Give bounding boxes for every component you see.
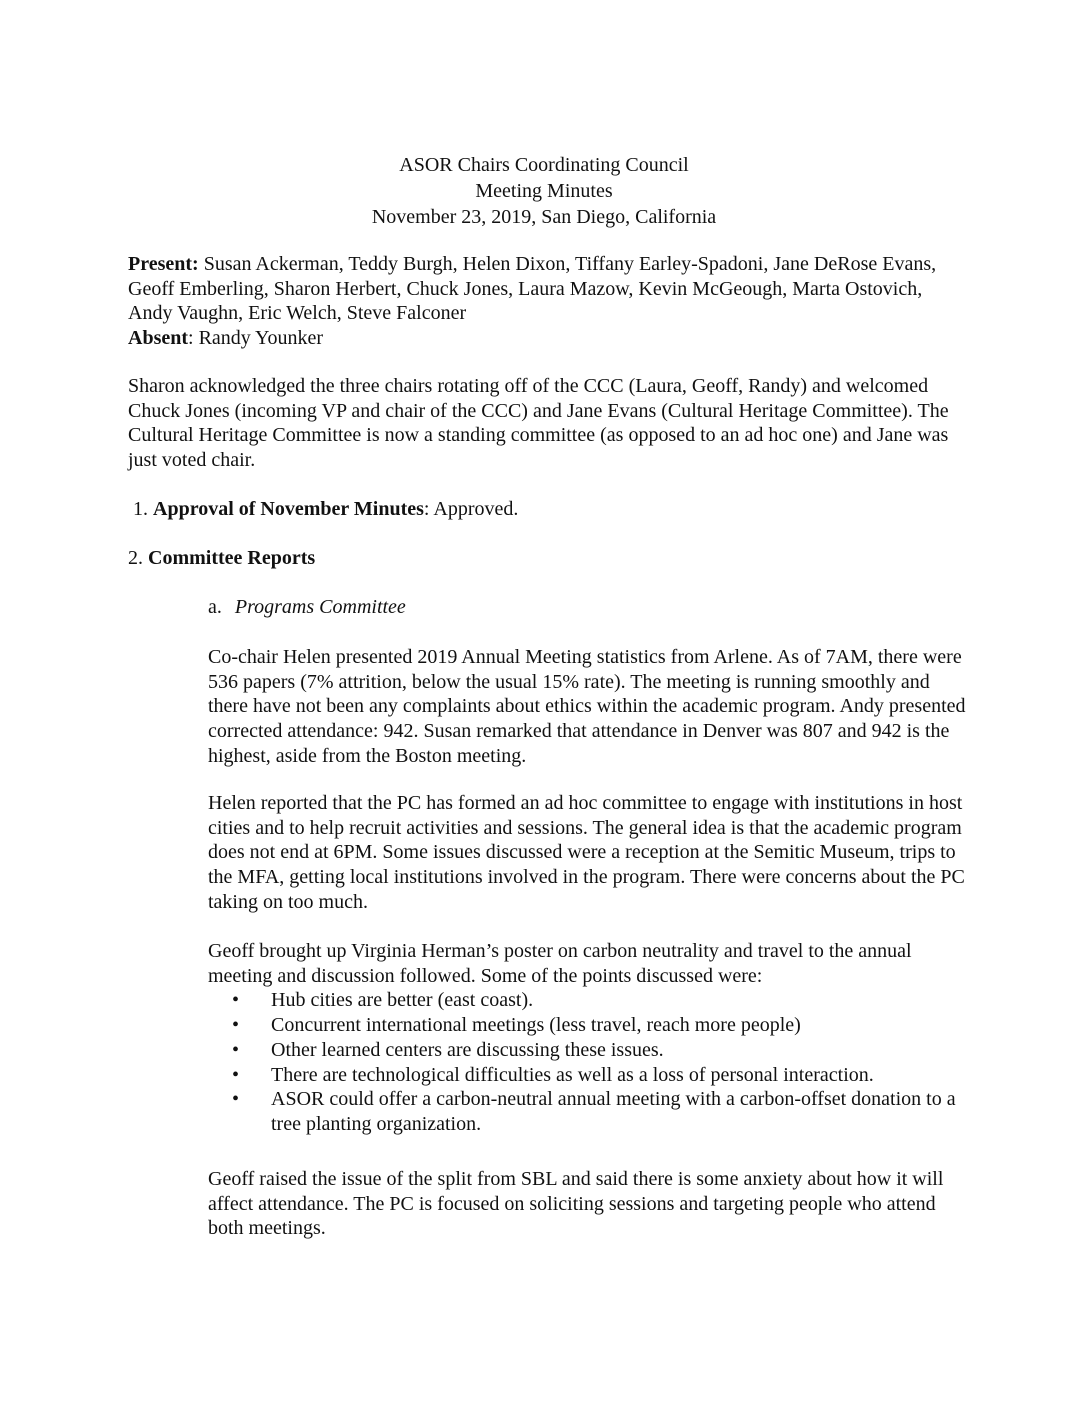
agenda-item-1 bbox=[128, 497, 968, 522]
list-item: • There are technological difficulties as well as a loss of personal interaction. bbox=[232, 1063, 874, 1086]
list-item: • Concurrent international meetings (less travel, reach more people) bbox=[232, 1014, 801, 1037]
absent-line bbox=[128, 326, 968, 351]
agenda-item-2 bbox=[128, 546, 968, 571]
list-item: • Other learned centers are discussing these issues. bbox=[232, 1038, 664, 1061]
present-line bbox=[128, 252, 968, 326]
paragraph-text: Geoff brought up Virginia Herman’s poster on carbon neutrality and travel to the annual meeting and discussion followed. Some of the points discussed were: bbox=[208, 940, 912, 987]
list-item: • ASOR could offer a carbon-neutral annual meeting with a carbon-offset donation to a tree planting organization. bbox=[232, 1088, 956, 1135]
paragraph-ad-hoc-committee: Helen reported that the PC has formed an ad hoc committee to engage with institutions in host cities and to help recruit activities and sessions. The general idea is that the academic program does not end at 6PM. Some issues discussed were a reception at the Semitic Museum, trips to the MFA, getting local institutions involved in the program. There were concerns about the PC taking on too much. bbox=[208, 792, 965, 913]
paragraph-statistics: Co-chair Helen presented 2019 Annual Meeting statistics from Arlene. As of 7AM, there were 536 papers (7% attrition, below the usual 15% rate). The meeting is running smoothly and there have not been any complaints about ethics within the academic program. Andy presented corrected attendance: 942. Susan remarked that attendance in Denver was 807 and 942 is the highest, aside from the Boston meeting. bbox=[208, 646, 966, 767]
paragraph-sbl-split: Geoff raised the issue of the split from SBL and said there is some anxiety about how it will affect attendance. The PC is focused on soliciting sessions and targeting people who attend both meetings. bbox=[208, 1168, 944, 1240]
paragraph-carbon-neutrality bbox=[208, 939, 968, 1137]
document-type: Meeting Minutes bbox=[475, 180, 613, 202]
item-number: 2. bbox=[128, 547, 148, 569]
list-item: • Hub cities are better (east coast). bbox=[232, 989, 534, 1012]
intro-paragraph: Sharon acknowledged the three chairs rotating off of the CCC (Laura, Geoff, Randy) and welcomed Chuck Jones (incoming VP and chair of the CCC) and Jane Evans (Cultural Heritage Committee). The Cultural Heritage Committee is now a standing committee (as opposed to an ad hoc one) and Jane was just voted chair. bbox=[128, 375, 949, 471]
item-text: : Approved. bbox=[423, 498, 519, 520]
absent-names: : Randy Younker bbox=[188, 326, 324, 349]
attendance-section bbox=[128, 252, 968, 350]
bullet-icon: • bbox=[232, 1063, 240, 1086]
subsection-letter: a. bbox=[208, 596, 222, 618]
subsection-heading bbox=[208, 595, 968, 620]
bullet-icon: • bbox=[232, 989, 240, 1012]
item-number: 1. bbox=[128, 498, 153, 520]
discussion-points-list bbox=[208, 988, 968, 1136]
document-header bbox=[0, 152, 1088, 230]
bullet-icon: • bbox=[232, 1038, 240, 1061]
meeting-date-place: November 23, 2019, San Diego, California bbox=[371, 206, 717, 228]
subsection-title: Programs Committee bbox=[234, 596, 406, 618]
bullet-icon: • bbox=[232, 1014, 240, 1037]
item-title: Committee Reports bbox=[148, 547, 316, 569]
present-names: Susan Ackerman, Teddy Burgh, Helen Dixon, Tiffany Earley-Spadoni, Jane DeRose Evans, Geoff Emberling, Sharon Herbert, Chuck Jones, Laura Mazow, Kevin McGeough, Marta Ostovich, Andy Vaughn, Eric Welch, Steve Falconer bbox=[128, 253, 937, 324]
bullet-icon: • bbox=[232, 1088, 240, 1111]
absent-label: Absent bbox=[128, 326, 189, 349]
item-title: Approval of November Minutes bbox=[153, 498, 424, 520]
present-label: Present: bbox=[128, 253, 199, 275]
organization-title: ASOR Chairs Coordinating Council bbox=[399, 154, 689, 176]
